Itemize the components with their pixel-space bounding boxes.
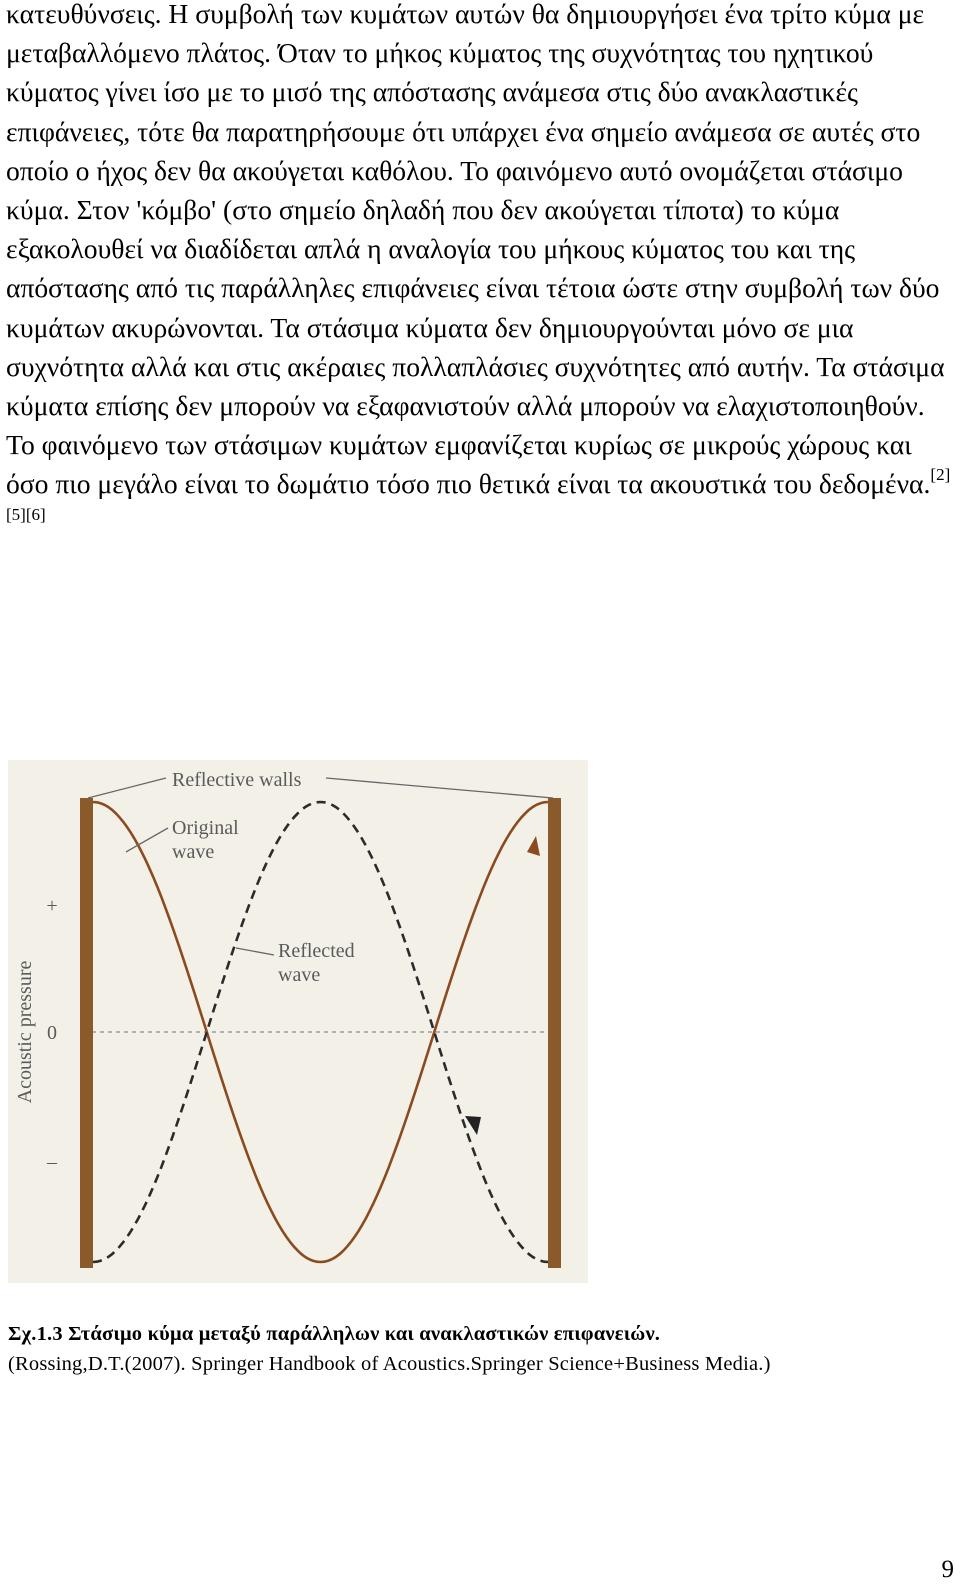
- y-axis-label: Acoustic pressure: [14, 960, 36, 1104]
- paragraph-text: κατευθύνσεις. Η συμβολή των κυμάτων αυτών θα δημιουργήσει ένα τρίτο κύμα με μεταβαλλόμενο πλάτος. Όταν το μήκος κύματος της συχνότητας του ηχητικού κύματος γίνει ίσο με το μισό της απόστασης ανάμεσα στις δύο ανακλαστικές επιφάνειες, τότε θα παρατηρήσουμε ότι υπάρχει ένα σημείο ανάμεσα σε αυτές στο οποίο ο ήχος δεν θα ακούγεται καθόλου. Το φαινόμενο αυτό ονομάζεται στάσιμο κύμα. Στον 'κόμβο' (στο σημείο δηλαδή που δεν ακούγεται τίποτα) το κύμα εξακολουθεί να διαδίδεται απλά η αναλογία του μήκους κύματος του και της απόστασης από τις παράλληλες επιφάνειες είναι τέτοια ώστε στην συμβολή των δύο κυμάτων ακυρώνονται. Τα στάσιμα κύματα δεν δημιουργούνται μόνο σε μια συχνότητα αλλά και στις ακέραιες πολλαπλάσιες συχνότητες από αυτήν. Τα στάσιμα κύματα επίσης δεν μπορούν να εξαφανιστούν αλλά μπορούν να ελαχιστοποιηθούν. Το φαινόμενο των στάσιμων κυμάτων εμφανίζεται κυρίως σε μικρούς χώρους και όσο πιο μεγάλο είναι το δωμάτιο τόσο πιο θετικά είναι τα ακουστικά του δεδομένα.: [6, 0, 945, 500]
- reference-citations: [2][5][6]: [6, 465, 951, 524]
- reflected-wave-label-line2: wave: [278, 964, 321, 986]
- body-paragraph: [6, 0, 956, 543]
- original-wave-leader: [126, 828, 168, 852]
- standing-wave-figure: [8, 760, 588, 1283]
- right-reflective-wall: [548, 798, 561, 1268]
- reflective-walls-leader-left: [88, 778, 166, 798]
- original-wave-label-line2: wave: [172, 841, 215, 863]
- y-tick-minus: –: [47, 1151, 57, 1173]
- reflected-wave-label-line1: Reflected: [278, 940, 355, 962]
- original-wave-arrow: [527, 836, 540, 856]
- y-tick-plus: +: [46, 895, 58, 917]
- reflected-wave-leader: [236, 948, 274, 955]
- reflective-walls-label: Reflective walls: [172, 769, 302, 791]
- original-wave-label-line1: Original: [172, 817, 239, 839]
- y-tick-zero: 0: [47, 1022, 57, 1044]
- caption-source: (Rossing,D.T.(2007). Springer Handbook of Acoustics.Springer Science+Business Media.): [8, 1353, 771, 1375]
- left-reflective-wall: [80, 798, 93, 1268]
- caption-title: Σχ.1.3 Στάσιμο κύμα μεταξύ παράλληλων και ανακλαστικών επιφανειών.: [8, 1323, 661, 1345]
- reflective-walls-leader-right: [326, 778, 553, 798]
- reflected-wave-arrow: [465, 1116, 481, 1135]
- figure-caption: [8, 1319, 953, 1379]
- page-number: 9: [941, 1556, 954, 1583]
